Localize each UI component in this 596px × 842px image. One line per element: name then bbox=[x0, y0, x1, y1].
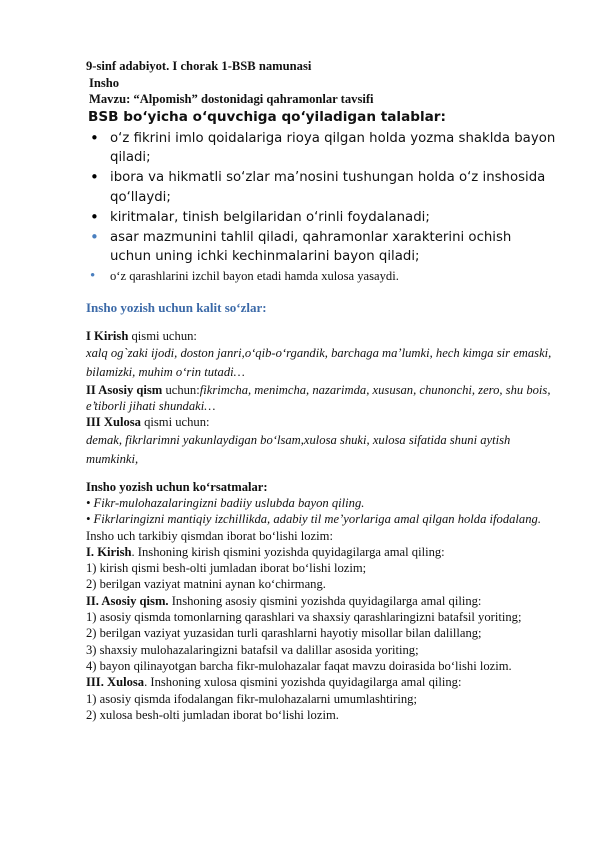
requirement-item bbox=[86, 168, 556, 207]
kirish-section bbox=[86, 544, 556, 560]
xulosa-section-label: III. Xulosa bbox=[86, 675, 145, 690]
instruction-bullet: • Fikrlaringizni mantiqiy izchillikda, adabiy til me’yorlariga amal qilgan holda ifodalang. bbox=[86, 512, 541, 527]
xulosa-suffix: qismi uchun: bbox=[140, 415, 210, 430]
requirement-text: o‘z qarashlarini izchil bayon etadi hamda xulosa yasaydi. bbox=[110, 269, 399, 283]
list-item: 3) shaxsiy mulohazalaringizni batafsil va dalillar asosida yoriting; bbox=[86, 642, 419, 657]
requirements-title: BSB bo‘yicha o‘quvchiga qo‘yiladigan talablar: bbox=[88, 108, 446, 125]
document-title: 9-sinf adabiyot. I chorak 1-BSB namunasi bbox=[86, 59, 312, 73]
requirement-item bbox=[86, 208, 556, 228]
keywords-xulosa-words: demak, fikrlarimni yakunlaydigan bo‘lsam,xulosa shuki, xulosa sifatida shuni aytish mumkinki, bbox=[86, 432, 511, 466]
asosiy-section-label: II. Asosiy qism. bbox=[86, 593, 169, 608]
requirement-text: o‘z fikrini imlo qoidalariga rioya qilgan holda yozma shaklda bayon qiladi; bbox=[110, 130, 556, 165]
requirement-text: ibora va hikmatli so‘zlar ma’nosini tushungan holda o‘z inshosida qo‘llaydi; bbox=[110, 170, 546, 205]
instructions-intro: Insho uch tarkibiy qismdan iborat bo‘lishi lozim: bbox=[86, 528, 333, 543]
list-item: 1) asosiy qismda ifodalangan fikr-mulohazalarni umumlashtiring; bbox=[86, 691, 417, 706]
xulosa-section-text: . Inshoning xulosa qismini yozishda quyidagilarga amal qiling: bbox=[144, 675, 462, 690]
asosiy-section-text: Inshoning asosiy qismini yozishda quyidagilarga amal qiling: bbox=[168, 593, 482, 608]
requirement-item bbox=[86, 267, 556, 287]
xulosa-label: III Xulosa bbox=[86, 415, 141, 430]
requirement-item bbox=[86, 228, 556, 267]
instruction-bullet: • Fikr-mulohazalaringizni badiiy uslubda bayon qiling. bbox=[86, 495, 365, 510]
asosiy-suffix: uchun: bbox=[162, 382, 200, 397]
list-item: 2) berilgan vaziyat matnini aynan ko‘chirmang. bbox=[86, 577, 326, 592]
kirish-section-text: . Inshoning kirish qismini yozishda quyidagilarga amal qiling: bbox=[131, 544, 445, 559]
requirement-text: asar mazmunini tahlil qiladi, qahramonlar xarakterini ochish uchun uning ichki kechinmalarini bayon qiladi; bbox=[110, 229, 512, 264]
requirement-text: kiritmalar, tinish belgilaridan o‘rinli foydalanadi; bbox=[110, 209, 430, 225]
keywords-asosiy bbox=[86, 382, 556, 415]
kirish-section-label: I. Kirish bbox=[86, 544, 132, 559]
keywords-xulosa-heading bbox=[86, 414, 556, 430]
document-page bbox=[86, 58, 556, 723]
bullet-icon: • bbox=[90, 268, 96, 284]
kirish-label: I Kirish bbox=[86, 328, 129, 343]
bullet-icon: • bbox=[90, 207, 99, 226]
requirement-item bbox=[86, 129, 556, 168]
requirements-list bbox=[86, 129, 556, 287]
asosiy-label: II Asosiy qism bbox=[86, 382, 163, 397]
list-item: 2) berilgan vaziyat yuzasidan turli qarashlarni hayotiy misollar bilan dalillang; bbox=[86, 626, 482, 641]
list-item: 4) bayon qilinayotgan barcha fikr-mulohazalar faqat mavzu doirasida bo‘lishi lozim. bbox=[86, 658, 512, 673]
asosiy-section bbox=[86, 593, 556, 609]
list-item: 1) asosiy qismda tomonlarning qarashlari va shaxsiy qarashlaringizni batafsil yoriting; bbox=[86, 610, 522, 625]
keywords-kirish-heading bbox=[86, 328, 556, 344]
bullet-icon: • bbox=[90, 168, 99, 186]
kirish-suffix: qismi uchun: bbox=[128, 328, 197, 343]
document-topic: Mavzu: “Alpomish” dostonidagi qahramonlar tavsifi bbox=[89, 92, 374, 106]
keywords-kirish-words: xalq og`zaki ijodi, doston janri,o‘qib-o‘rgandik, barchaga ma’lumki, hech kimga sir emaski, bilamizki, muhim o‘rin tutadi… bbox=[86, 345, 552, 379]
bullet-icon: • bbox=[90, 128, 99, 147]
document-type: Insho bbox=[89, 75, 120, 90]
asosiy-words: fikrimcha, menimcha, nazarimda, xususan, chunonchi, zero, shu bois, e’tiborli jihati shundaki… bbox=[86, 382, 551, 414]
keywords-heading: Insho yozish uchun kalit so‘zlar: bbox=[86, 299, 267, 315]
list-item: 2) xulosa besh-olti jumladan iborat bo‘lishi lozim. bbox=[86, 707, 339, 722]
xulosa-section bbox=[86, 674, 556, 690]
list-item: 1) kirish qismi besh-olti jumladan iborat bo‘lishi lozim; bbox=[86, 561, 367, 576]
bullet-icon: • bbox=[90, 227, 99, 246]
instructions-heading: Insho yozish uchun ko‘rsatmalar: bbox=[86, 479, 268, 494]
